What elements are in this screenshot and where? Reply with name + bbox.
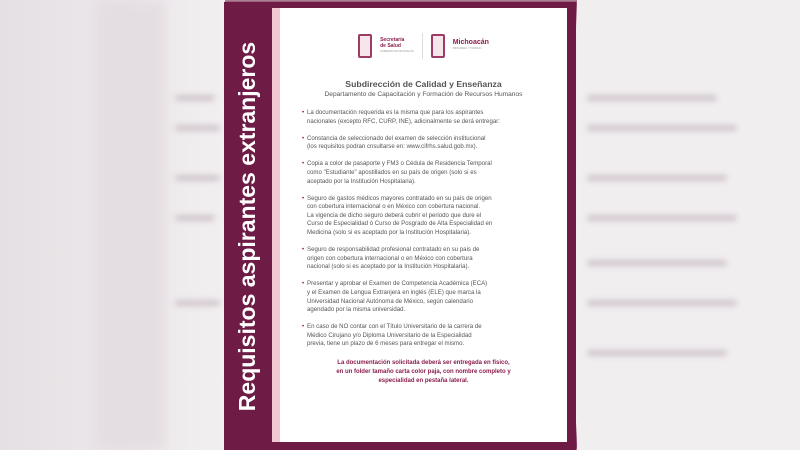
side-title-text: Requisitos aspirantes extranjeros [234, 41, 261, 411]
delivery-note: La documentación solicitada deberá ser entregada en físico, en un folder tamaño carta color paja, con nombre completo y especialidad en pestaña lateral. [336, 360, 511, 385]
list-item: • Copia a color de pasaporte y FM3 o Cédula de Residencia Temporal como "Estudiante" apostillados en su país de origen (solo si es aceptado por la Institución Hospitalaria). [302, 160, 559, 186]
list-item: • La documentación requerida es la misma que para los aspirantes nacionales (excepto RFC, CURP, INE), adicinalmente se derá entregar: [302, 109, 559, 126]
coat-of-arms-icon [358, 34, 372, 58]
side-title [224, 2, 272, 450]
blurred-background-left [0, 0, 225, 450]
divider [422, 33, 423, 59]
document-subtitle: Departamento de Capacitación y Formación de Recursos Humanos [324, 91, 523, 98]
list-item: • En caso de NO contar con el Título Universitario de la carrera de Médico Cirujano y/o Diploma Universitario de la Especialidad previa, tiene un plazo de 6 meses para entregar el mismo. [302, 323, 559, 349]
list-item: • Presentar y aprobar el Examen de Competencia Académica (ECA) y el Examen de Lengua Extranjera en inglés (ELE) que marca la Universidad Nacional Autónoma de México, según calendario agendado por la misma universidad. [302, 280, 559, 314]
document-title: Subdirección de Calidad y Enseñanza [345, 79, 502, 89]
document-card [280, 8, 567, 442]
pink-accent-strip [272, 8, 280, 442]
coat-of-arms-icon [431, 34, 445, 58]
secretaria-logo-text: Secretaría de Salud GOBIERNO DE MICHOACÁN [380, 37, 414, 53]
blurred-background-right [577, 0, 800, 450]
requirements-list [302, 109, 567, 349]
list-item: • Seguro de gastos médicos mayores contratado en su país de origen con cobertura internacional o en México con cobertura nacional. La vigencia de dicho seguro deberá cubrir el periodo que dure el Curso de Especialidad ó Curso de Posgrado de Alta Especialidad en Medicina (solo si es aceptado por la Institución Hospitalaria). [302, 195, 559, 238]
logos [280, 30, 567, 62]
list-item: • Constancia de seleccionado del examen de selección institucional (los requisitos podran cnsultarse en: www.cifrhs.salud.gob.mx). [302, 135, 559, 152]
michoacan-logo-text: Michoacán PROGRESO Y TRABAJO [452, 39, 489, 50]
list-item: • Seguro de responsabilidad profesional contratado en su pais de origen con cobertura internacional o en México con cobertura nacional (solo si es aceptado por la Institución Hospitalaria). [302, 246, 559, 272]
